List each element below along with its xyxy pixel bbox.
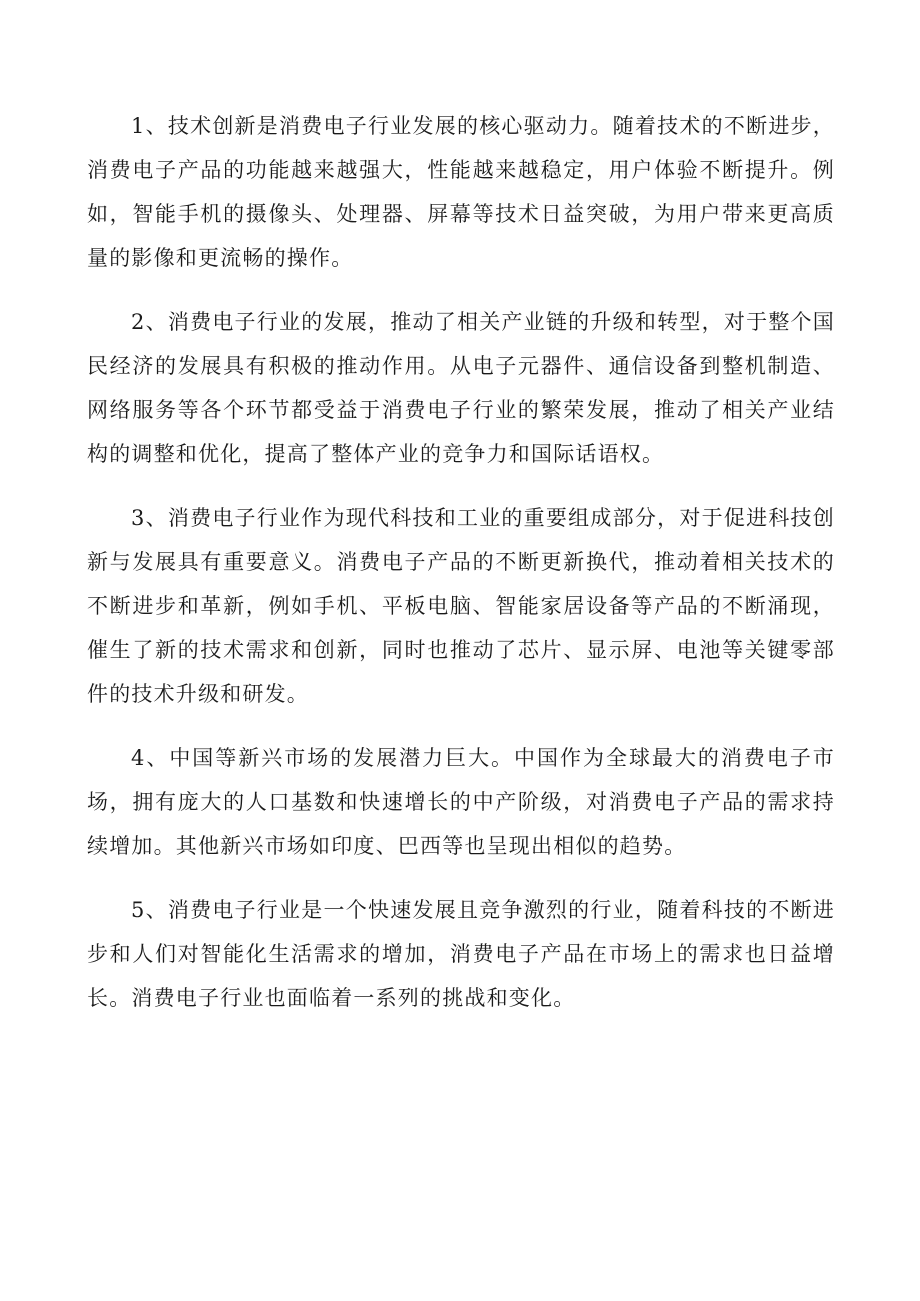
paragraph-1: 1、技术创新是消费电子行业发展的核心驱动力。随着技术的不断进步，消费电子产品的功能越来越强大，性能越来越稳定，用户体验不断提升。例如，智能手机的摄像头、处理器、屏幕等技术日益突破，为用户带来更高质量的影像和更流畅的操作。 (87, 114, 835, 270)
document-page (87, 104, 835, 1040)
paragraph-2: 2、消费电子行业的发展，推动了相关产业链的升级和转型，对于整个国民经济的发展具有积极的推动作用。从电子元器件、通信设备到整机制造、网络服务等各个环节都受益于消费电子行业的繁荣发展，推动了相关产业结构的调整和优化，提高了整体产业的竞争力和国际话语权。 (87, 310, 835, 466)
paragraph-4: 4、中国等新兴市场的发展潜力巨大。中国作为全球最大的消费电子市场，拥有庞大的人口基数和快速增长的中产阶级，对消费电子产品的需求持续增加。其他新兴市场如印度、巴西等也呈现出相似的趋势。 (87, 746, 835, 858)
paragraph-3: 3、消费电子行业作为现代科技和工业的重要组成部分，对于促进科技创新与发展具有重要意义。消费电子产品的不断更新换代，推动着相关技术的不断进步和革新，例如手机、平板电脑、智能家居设备等产品的不断涌现，催生了新的技术需求和创新，同时也推动了芯片、显示屏、电池等关键零部件的技术升级和研发。 (87, 506, 835, 706)
paragraph-5: 5、消费电子行业是一个快速发展且竞争激烈的行业，随着科技的不断进步和人们对智能化生活需求的增加，消费电子产品在市场上的需求也日益增长。消费电子行业也面临着一系列的挑战和变化。 (87, 898, 835, 1010)
